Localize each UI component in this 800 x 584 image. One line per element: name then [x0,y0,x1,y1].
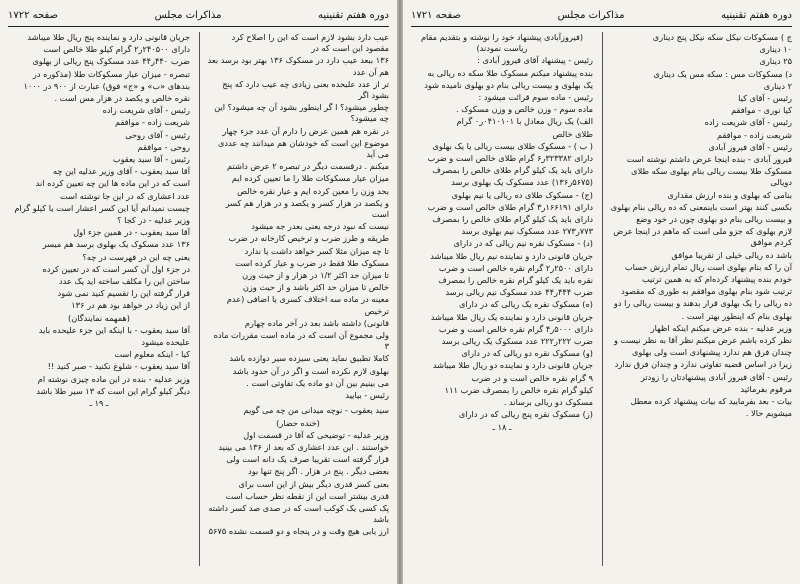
right-left-column-lines [411,32,593,433]
text-line: ترتیب شود بنام بهلوی موافقم به طوری که مقصود [621,286,792,297]
text-line: معینه در ماده سه اختلاف کسری یا اضافی (عدم ترخیص [226,294,389,316]
text-line: بعنی کسر قدری دیگر بیش از این است برای [238,478,389,489]
text-line: میکنم . درقسمت دیگر در تبصره ۲ عرض داشتم [227,161,389,172]
text-line: رئیس - آقای شریعت زاده [704,117,792,128]
text-line: یعنی چه این در فهرست در چه؟ [82,251,190,262]
text-line: وزیر عدلیه - بنده عرض میکنم اینکه اظهار [650,322,792,333]
left-page-title: مذاکرات مجلس [154,9,222,21]
text-line: است که در این ماده ها این چه تعیین کرده اند [35,178,190,189]
text-line: دارای ۳۲۳۳۸۲ر۶ گرام طلای خالص است و ضرب [427,153,593,164]
text-line: رئیس - ماده سوم قرائت میشود : [478,92,593,103]
text-line: نظر کرده باشم عرض میکنم نظر آقا به نظر نیست و [614,335,792,346]
text-line: بیات - بعد بفرمایید که بیات پیشنهاد کرده معطل [630,396,792,407]
text-line: رئیس - آقای فیروز آبادی [708,141,792,152]
text-line: رئیس - آقای روحی [125,129,190,140]
left-page-right-column [207,32,389,566]
text-line: تر از عدد علیحده بعنی زیادی چه عیب دارد که پنج بشود اگر [222,78,389,101]
left-session-label: دوره هفتم تقنینیه [318,9,389,21]
text-line: (۵۶۷۵ر۱۳۶) عدد مسکوک یک بهلوی برسد [451,177,593,188]
text-line: دارای ۲۴۰۵۰۰ر۲ گرام کیلو طلا خالص است [43,44,190,55]
text-line: تا چه میزان مثلا کسر خواهد داشت یا ندارد [244,245,389,256]
text-line: آقا سید یعقوب - آقای وزیر عدلیه این چه [53,166,190,177]
text-line: بندهای «ب» و «ج» فوق) عبارت از ۹۰۰ در ۱۰۰۰ [23,80,190,91]
text-line: مسکوک طلا فقط در ضرب و عیار کرده است [235,257,389,268]
text-line: بکسی کنند بهتر است باینمعنی که ده ریالی بنام بهلوی [610,201,792,212]
text-line: چندان فرق هم ندارد پیشنهادی است ولی بهلوی [631,347,792,358]
left-page-left-column [8,32,190,566]
text-line: خالص تا میزان حد اکثر باشد و از حیث وزن [242,282,389,293]
text-line: جریان قانونی دارد و نماینده یک ریال طلا میباشد [430,311,593,322]
text-line: قدری بیشتر است این از نقطه نظر حساب است [225,490,389,501]
text-line: و یکصد در هزار کسر و یکصد و در هزار هم کسر است [225,197,389,220]
left-page-number: صفحه ۱۷۲۲ [8,9,59,21]
text-line: قرار گرفته این را تقسیم کنید نمی شود [57,288,190,299]
text-line: ۷۷۳ر۲۷۳ عدد مسکوک نیم بهلوی برسد [461,226,593,237]
text-line: شریعت زاده - موافقم [115,117,190,128]
right-page-title: مذاکرات مجلس [557,9,625,21]
left-left-column-lines [8,32,190,409]
text-line: کیا - اینکه معلوم است [114,349,190,360]
text-line: دیگر کیلو گرام این است که ۱۳ سیر طلا باشد [36,385,190,396]
right-page [403,0,800,584]
text-line: (ج) - مسکوک طلای ده ریالی یا نیم بهلوی [451,189,593,200]
text-line: تبصره - میزان عیار مسکوکات طلا (مذکوره در [32,68,190,79]
text-line: و بیست ریالی بنام دو بهلوی چون در خود وضع [636,214,792,225]
text-line: جریان قانونی دارد و نماینده پنج ریال طلا میباشد [27,32,190,42]
text-line: قانونی) داشته باشد بعد در آخر ماده چهارم [244,317,389,328]
text-line: چطور میشود؟ ا گر اینطور بشود آن چه میشود؟ این چه میشود؟ [214,102,389,124]
left-right-column-bottom-lines [207,405,389,537]
text-line: آقا سید یعقوب - با اینکه این جزء علیحده باید [38,324,190,335]
text-line: ۹ گرام نقره خالص است و در ضرب [471,372,593,383]
text-line: آن را که بنام بهلوی است ریال تمام ارزش حساب [624,261,792,272]
text-line: مسکوک طلا بیست ریالی بنام بهلوی سکه طلای دویالی [631,166,792,188]
text-line: وزیر عدلیه - توضیحی که آقا در قسمت اول [243,429,389,440]
text-line: وزیر عدلیه - بنده در این ماده چیزی نوشته ام [37,373,190,384]
text-line: یک بهلوی و بیست ریالی بنام دو بهلوی نامیده شود [424,79,593,90]
text-line: رئیس - پیشنهاد آقای فیروز آبادی : [477,55,593,66]
text-line: بنده پیشنهاد میکنم مسکوک طلا سکه ده ریالی به [427,67,593,78]
right-column-divider [602,32,603,566]
right-header-rule [411,26,792,27]
text-line: بعضی دیگر . پنج در هزار . اگر پنج تنها بود [248,466,389,477]
text-line: ولی مجموع آن است که در ماده است مقررات ماده ۳ [213,330,389,352]
text-line: روحی - موافقم [137,141,190,152]
text-line: ارز یابی هیچ وقت و در پنجاه و دو قسمت نشده ۵۶۷۵ [208,526,389,537]
text-line: (ه) مسکوک نقره یک ریالی که در دارای [459,299,593,310]
text-line: ( ب ) - مسکوک طلای بیست ریالی یا یک بهلوی [432,140,593,151]
text-line: دارای باید یک کیلو گرام طلای خالص را بمصرف [432,214,593,225]
text-line: خودم بنده پیشنهاد کرده‌ام که به همین ترتیب [642,274,792,285]
text-line: ضرب ۲۲۲ر۲۲۲ عدد مسکوک یک ریالی برسد [441,336,593,347]
text-line: دارای ۱۶۶۱۹۱ر۳ گرام طلای خالص است و ضرب [427,201,593,212]
text-line: سید یعقوب - نوچه میدانی من چه می گویم [243,405,389,416]
text-line: نقره باید یک کیلو گرام نقره خالص را بمصرف [438,275,593,286]
text-line: الف) یک ریال معادل با ۰۴۱۰۱۰۱ر۰ گرام [456,116,593,127]
text-line: رئیس - آقای فیروز آبادی پیشنهادتان را زودتر [640,371,792,382]
text-line: دارای ۵۰۰۰ر۴ گرام نقره خالص است و ضرب [438,323,593,334]
text-line: ده ریالی را یک بهلوی قرار بدهند و بیست ریالی را دو [613,298,792,309]
text-line: طریقه و طرز ضرب و ترخیص کارخانه در ضرب [228,233,389,244]
text-line: کاملا تطبیق نماید یعنی سیزده سیر دوازده باشد [229,353,389,364]
text-line: بهلوی بنام که اینطور بهتر است . [681,310,792,321]
text-line: طلای خالص [552,128,593,139]
right-page-right-column [610,32,792,566]
text-line: دارای باید یک کیلو گرام طلای خالص را بمصرف [432,165,593,176]
text-line: رئیس - آقا سید یعقوب [112,154,190,165]
text-line: لازم بهلوی که جزو ملی است که ماهم در اینجا عرض کردم موافق [613,226,792,248]
text-line: جریان قانونی دارد و نماینده نیم ریال طلا میباشد [430,250,593,261]
text-line: باشد ده ریالی خیلی از تقریبا موافق [671,249,792,260]
text-line: از این زیاد در خواهد بود هم در ۱۳۶ [71,300,190,311]
text-line: ضرب ۴۴۴ر۴۴ عدد مسکوک نیم ریالی برسد [445,287,593,298]
left-header-rule [8,26,389,27]
text-line: بحد وزن را معین کرده ایم و عیار نقره خالص [237,185,389,196]
left-right-column-lines [207,32,389,401]
text-line: بنامی که بهلوی و بنده ارزش مقداری [667,189,792,200]
text-line: (خنده حضار) [276,417,320,428]
text-line: علیحده میشود [141,337,190,348]
left-column-divider [199,32,200,566]
text-line: رئیس - آقای کیا [738,93,792,104]
text-line: رئیس - آقای شریعت زاده [102,105,190,116]
text-line: مرقوم بفرمائید [740,383,792,394]
text-line: در جزء اول آن کسر است که در تعیین کرده [42,263,190,274]
text-line: میشویم حالا . [745,408,792,419]
text-line: بهلوی لازم نکرده است و اگر در آن حدود باشد [232,365,389,376]
text-line: کیلو گرام نقره خالص را بمصرف ضرب ۱۱۱ [444,384,593,395]
text-line: جریان قانونی دارد و نماینده دو ریال طلا میباشد [432,360,593,371]
text-line: پک کسی یک کوکب است که در صدی صد کسر داشته باشد [208,502,389,525]
text-line: عیب دارد بشود لازم است که این را اصلاح کرد مقصود این است که در [231,32,389,54]
text-line: آقا سید یعقوب - در همین جزء اول [73,227,190,238]
text-line: (د) - مسکوک نقره نیم ریالی که در دارای [453,238,593,249]
text-line: دارای ۲۵۰۰ر۲ گرام نقره خالص است و ضرب [438,262,593,273]
text-line: ۱۳۶ ببعد عیب دارد در مسکوک ۱۳۶ بهتر بود برسد بعد هم آن عدد [207,55,389,77]
right-session-label: دوره هفتم تقنینیه [721,9,792,21]
text-line: ۲ دیناری [763,80,792,91]
right-page-header [411,6,792,24]
text-line: فیروز آبادی - بنده اینجا عرض داشتم نوشته است [626,154,792,165]
left-page [0,0,397,584]
text-line: ـ ۱۸ ـ [492,421,512,432]
text-line: زیرا در اساس قضیه تفاوتی ندارد و چندان فرق ندارد [614,359,792,370]
text-line: ج ) مسکوکات نیکل سکه نیکل پنج دیناری [652,32,792,42]
text-line: قرار گرفته است تقریبا صرف یک دانه است ولی [226,454,389,465]
text-line: تا میزان حد اکثر ۱/۲ در هزار و از حیث وزن [242,270,389,281]
text-line: کیا نوری - موافقم [731,105,792,116]
text-line: ضرب ۴۴۰ر۴۴ عدد مسکوک پنج ریالی از بهلوی [32,56,190,67]
text-line: شریعت زاده - موافقم [717,129,792,140]
text-line: عدد اعشاری که در این جا نوشته است [59,190,190,201]
text-line: ۱۳۶ عدد مسکوک یک بهلوی برسد هم میسر [42,239,190,250]
text-line: ۱۰ دیناری [759,44,792,55]
left-page-header [8,6,389,24]
text-line: ـ ۱۹ ـ [89,398,109,409]
text-line: می بینیم بین آن دو ماده یک تفاوتی است . [246,377,389,388]
text-line: د) مسکوکات مس : سکه مس یک دیناری [653,68,792,79]
text-line: در نقره هم همین عرض را دارم آن عدد جزء چهار [222,125,389,136]
text-line: آقا سید یعقوب - شلوغ نکنید - صبر کنید !! [47,361,190,372]
text-line: (همهمه نمایندگان) [68,312,130,323]
text-line: نقره خالص و یکصد در هزار مس است . [54,93,190,104]
text-line: (فیروزآبادی پیشنهاد خود را نوشته و بتقدیم مقام ریاست نمودند) [420,32,584,54]
text-line: ساختن این را مکلف ساخته اید یک عدد [58,276,190,287]
right-page-left-column [411,32,593,566]
text-line: وزیر عدلیه - در کجا ؟ [117,215,190,226]
text-line: خواستند . این عدد اعشاری که بعد از ۱۳۶ می بینید [218,441,389,452]
text-line: میزان عیار مسکوکات طلا را ما تعیین کرده ایم [231,173,389,184]
text-line: ماده سوم - وزن خالص و وزن مسکوک . [456,104,593,115]
right-page-number: صفحه ۱۷۲۱ [411,9,462,21]
text-line: موضوع این است که خودشان هم میدانند چه عددی می آید [218,137,389,160]
text-line: نیست که نبود درجه یعنی بعدر جه میشود [251,221,389,232]
right-right-column-lines [610,32,792,420]
text-line: رئیس - بیایید [345,390,389,401]
text-line: ۲۵ دیناری [759,56,792,67]
text-line: چیست نمیدانم آیا این کسر اعشار است یا کیلو گرام [14,202,190,213]
text-line: مسکوک دو ریالی برساند . [503,397,593,408]
text-line: (و) مسکوک نقره دو ریالی که در دارای [461,348,593,359]
text-line: (ز) مسکوک نقره پنج ریالی که در دارای [458,409,593,420]
